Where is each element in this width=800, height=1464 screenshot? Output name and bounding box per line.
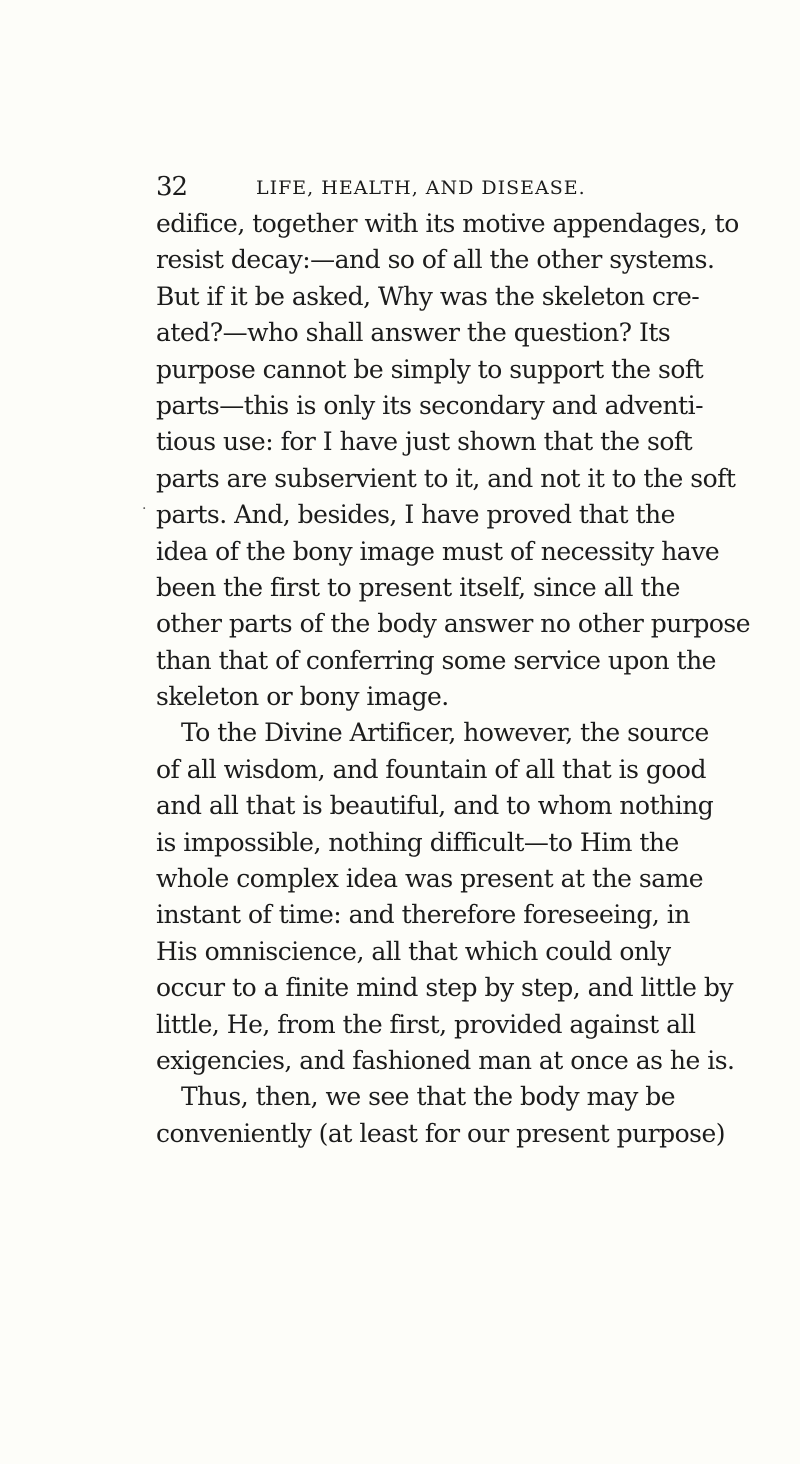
text-line: other parts of the body answer no other purpose xyxy=(156,609,750,639)
text-line: idea of the bony image must of necessity have xyxy=(156,536,720,566)
body-text xyxy=(156,206,776,1152)
margin-mark: · xyxy=(142,501,147,517)
text-line: skeleton or bony image. xyxy=(156,682,449,712)
paragraph-start-line: To the Divine Artificer, however, the source xyxy=(181,718,709,748)
page-number: 32 xyxy=(156,172,188,202)
text-line: His omniscience, all that which could only xyxy=(156,936,671,966)
text-line: parts—this is only its secondary and adventi- xyxy=(156,390,704,420)
text-line: tious use: for I have just shown that the soft xyxy=(156,427,693,457)
text-line: purpose cannot be simply to support the soft xyxy=(156,354,704,384)
text-line: parts are subservient to it, and not it to the soft xyxy=(156,463,736,493)
text-line: resist decay:—and so of all the other systems. xyxy=(156,245,715,275)
text-line: instant of time: and therefore foreseeing, in xyxy=(156,900,690,930)
text-line: whole complex idea was present at the same xyxy=(156,864,704,894)
text-line: occur to a finite mind step by step, and little by xyxy=(156,973,734,1003)
text-line: been the first to present itself, since all the xyxy=(156,572,680,602)
running-head xyxy=(156,172,776,202)
text-line: of all wisdom, and fountain of all that is good xyxy=(156,754,706,784)
text-line: exigencies, and fashioned man at once as he is. xyxy=(156,1045,735,1075)
text-line: conveniently (at least for our present purpose) xyxy=(156,1118,726,1148)
paragraph-start-line: Thus, then, we see that the body may be xyxy=(181,1082,676,1112)
text-line: is impossible, nothing difficult—to Him the xyxy=(156,827,679,857)
text-line: ated?—who shall answer the question? Its xyxy=(156,318,671,348)
text-line: parts. And, besides, I have proved that the xyxy=(156,500,675,530)
text-line: and all that is beautiful, and to whom nothing xyxy=(156,791,714,821)
text-line: edifice, together with its motive appendages, to xyxy=(156,209,739,238)
text-line: than that of conferring some service upon the xyxy=(156,645,716,675)
text-line: little, He, from the first, provided against all xyxy=(156,1009,696,1039)
running-title: LIFE, HEALTH, AND DISEASE. xyxy=(256,177,586,199)
text-line: But if it be asked, Why was the skeleton cre- xyxy=(156,281,700,311)
